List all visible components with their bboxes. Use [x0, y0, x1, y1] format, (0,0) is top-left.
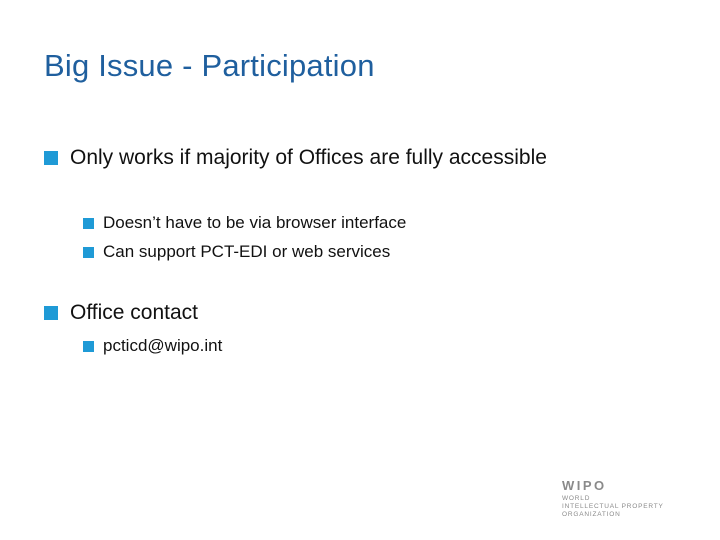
bullet-square-icon	[83, 218, 94, 229]
logo-subtitle	[562, 495, 664, 519]
sub-bullet-item	[83, 336, 222, 356]
slide-title: Big Issue - Participation	[44, 48, 375, 83]
bullet-square-icon	[44, 151, 58, 165]
bullet-item	[44, 301, 198, 325]
wipo-logo	[562, 478, 664, 519]
bullet-square-icon	[44, 306, 58, 320]
logo-line: WORLD	[562, 495, 591, 502]
bullet-square-icon	[83, 341, 94, 352]
sub-bullet-text: Can support PCT-EDI or web services	[103, 242, 391, 261]
bullet-text: Only works if majority of Offices are fully accessible	[70, 146, 547, 169]
logo-line: ORGANIZATION	[562, 511, 621, 518]
bullet-text: Office contact	[70, 301, 199, 324]
bullet-square-icon	[83, 247, 94, 258]
sub-bullet-item	[83, 242, 390, 262]
sub-bullet-text: pcticd@wipo.int	[103, 336, 223, 355]
bullet-item	[44, 146, 547, 170]
logo-wordmark: WIPO	[562, 478, 607, 493]
sub-bullet-text: Doesn’t have to be via browser interface	[103, 213, 407, 232]
sub-bullet-item	[83, 213, 406, 233]
logo-line: INTELLECTUAL PROPERTY	[562, 503, 664, 510]
